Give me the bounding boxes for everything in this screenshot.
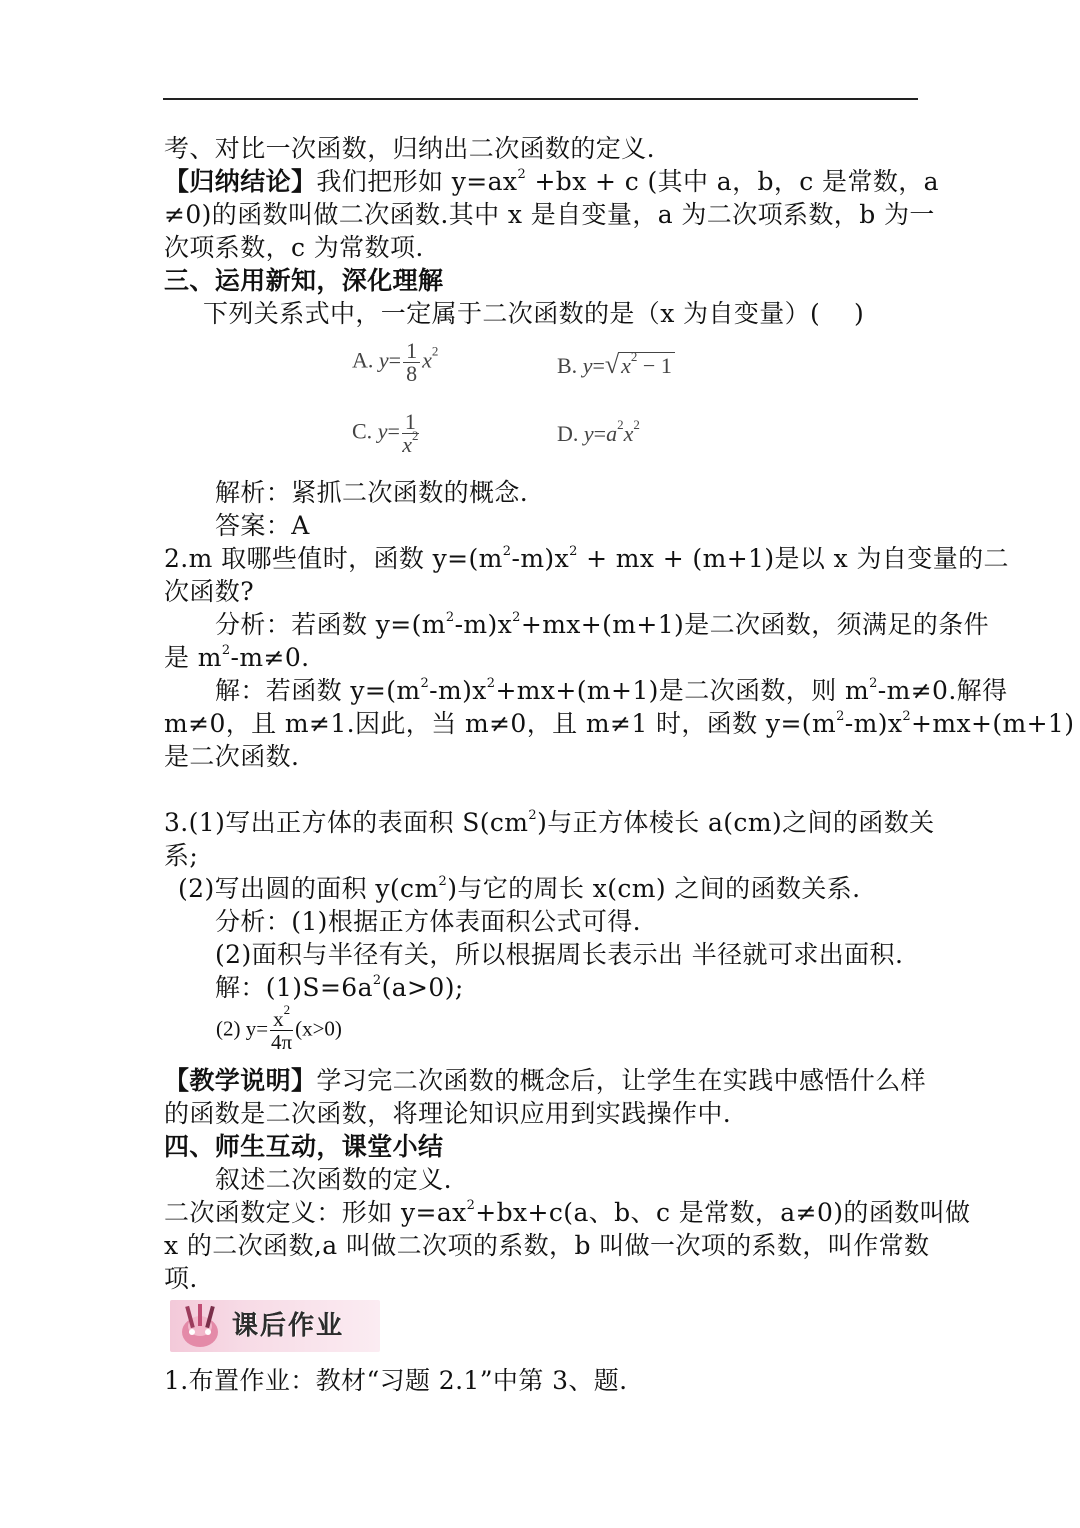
text-line: (2)面积与半径有关，所以根据周长表示出 半径就可求出面积. <box>215 940 904 969</box>
analysis-text: 分析：(1)根据正方体表面积公式可得. <box>215 907 641 936</box>
homework-text: 1.布置作业：教材“习题 2.1”中第 3、题. <box>164 1366 628 1395</box>
text-line: 考、对比一次函数，归纳出二次函数的定义. <box>164 134 655 163</box>
text-line: 叙述二次函数的定义. <box>215 1165 452 1194</box>
text-line: ≠0)的函数叫做二次函数.其中 x 是自变量，a 为二次项系数，b 为一 <box>164 200 935 229</box>
section-heading: 三、运用新知，深化理解 <box>164 266 444 295</box>
option-a: A. y= $\frac{1}{8}$ $x^2$ <box>352 338 439 386</box>
text-line: 次项系数，c 为常数项. <box>164 233 424 262</box>
solution-formula: (2) y= $\frac{x^2}{4\pi}$ (x>0) <box>216 1002 342 1054</box>
homework-badge <box>170 1300 380 1352</box>
homework-label: 课后作业 <box>232 1311 345 1341</box>
text-line-conclusion: 【归纳结论】我们把形如 $y=ax^2 +bx + c$ (其中 a，b，c 是常数，a <box>164 167 939 196</box>
text-line: x 的二次函数,a 叫做二次项的系数，b 叫做一次项的系数，叫作常数 <box>164 1231 930 1260</box>
text-line: 的函数是二次函数，将理论知识应用到实践操作中. <box>164 1099 732 1128</box>
section-heading: 四、师生互动，课堂小结 <box>164 1132 444 1161</box>
option-c: C. y= $\frac{1}{x^2}$ <box>352 409 419 457</box>
text-line: m≠0，且 m≠1.因此，当 m≠0，且 m≠1 时，函数 $y=(m^2-m)x^2+mx+(m+1)$ <box>164 709 1075 738</box>
solution-text: 解：$(1)S=6a^2(a>0)$; <box>215 973 464 1002</box>
header-rule <box>163 98 918 100</box>
pencil-cup-icon <box>174 1302 226 1350</box>
analysis-text: 解析：紧抓二次函数的概念. <box>215 478 529 507</box>
solution-text: 解：若函数 $y=(m^2-m)x^2+mx+(m+1)$是二次函数，则 $m^2-m\ne 0$.解得 <box>215 676 1008 705</box>
question-2: 2.m 取哪些值时，函数 $y=(m^2-m)x^2$ + mx + (m+1)是以 x 为自变量的二 <box>164 544 1009 573</box>
text-line: 是 $m^2-m\ne 0$. <box>164 643 310 672</box>
definition-text: 二次函数定义：形如 $y=ax^2+bx+c(a$、b、c 是常数，a≠0)的函数叫做 <box>164 1198 971 1227</box>
text-line: 是二次函数. <box>164 742 300 771</box>
option-d: D. $y=a^2x^2$ <box>557 417 640 446</box>
question-3: 3.(1)写出正方体的表面积 $S(cm^2)$与正方体棱长 a(cm)之间的函数关 <box>164 808 935 837</box>
text-line: (2)写出圆的面积 $y(cm^2)$与它的周长 x(cm) 之间的函数关系. <box>178 874 861 903</box>
analysis-text: 分析：若函数 $y=(m^2-m)x^2+mx+(m+1)$是二次函数，须满足的条件 <box>215 610 990 639</box>
teaching-note: 【教学说明】学习完二次函数的概念后，让学生在实践中感悟什么样 <box>164 1066 927 1095</box>
option-b: B. $y=√x^2 - 1$ <box>557 350 675 380</box>
text-line: 次函数? <box>164 577 255 606</box>
answer-text: 答案：A <box>215 511 310 540</box>
text-line: 系; <box>164 841 199 870</box>
text-line: 项. <box>164 1264 198 1293</box>
question-text: 下列关系式中，一定属于二次函数的是（x 为自变量）( ) <box>203 299 865 328</box>
